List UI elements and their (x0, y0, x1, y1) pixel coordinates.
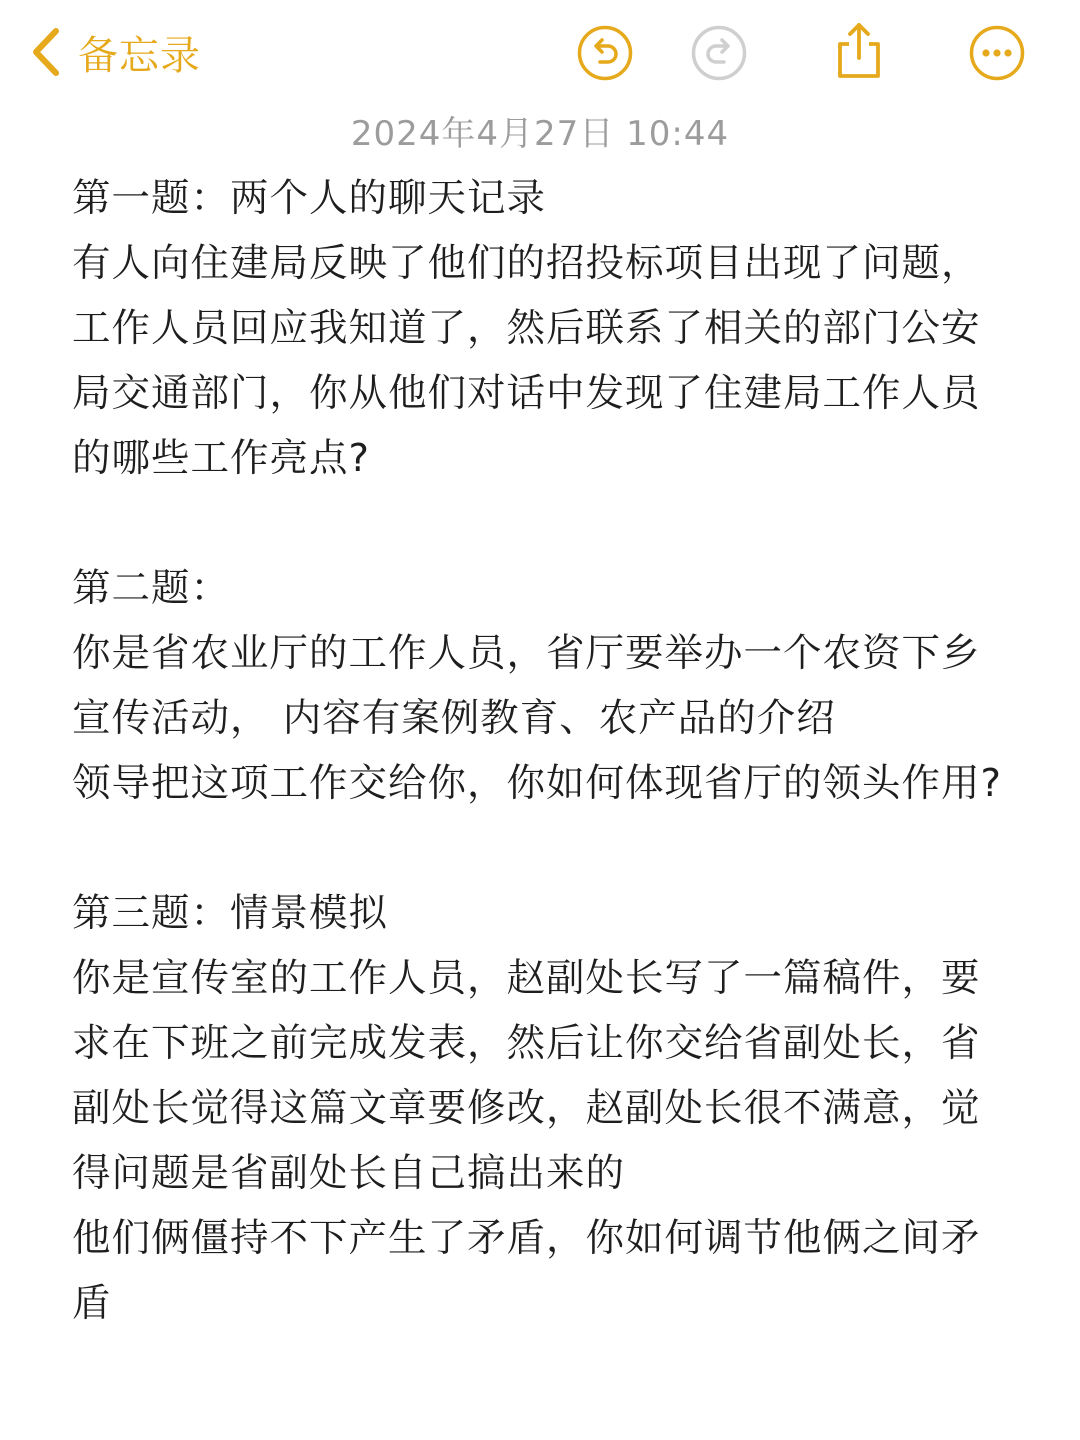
question-2-title: 第二题： (72, 566, 231, 611)
back-button-label: 备忘录 (78, 32, 201, 79)
question-2-body-line-1: 你是省农业厅的工作人员，省厅要举办一个农资下乡宣传活动， 内容有案例教育、农产品的介绍 (72, 631, 981, 741)
blank-line (72, 816, 1002, 881)
note-body[interactable] (72, 166, 1002, 1336)
undo-icon (576, 24, 634, 82)
share-icon (830, 20, 888, 82)
blank-line (72, 491, 1002, 556)
chevron-left-icon (28, 26, 64, 78)
question-1-title: 第一题：两个人的聊天记录 (72, 176, 547, 221)
back-button[interactable] (28, 22, 201, 82)
question-2-body-line-2: 领导把这项工作交给你，你如何体现省厅的领头作用? (72, 761, 1002, 806)
more-button[interactable] (968, 24, 1026, 82)
share-button[interactable] (830, 20, 888, 82)
redo-button[interactable] (690, 24, 748, 82)
question-1-body: 有人向住建局反映了他们的招投标项目出现了问题，工作人员回应我知道了，然后联系了相关的部门公安局交通部门，你从他们对话中发现了住建局工作人员的哪些工作亮点? (72, 241, 981, 481)
note-toolbar (0, 0, 1080, 106)
note-date: 2024年4月27日 10:44 (350, 114, 730, 154)
undo-button[interactable] (576, 24, 634, 82)
question-3-body-line-1: 你是宣传室的工作人员，赵副处长写了一篇稿件，要求在下班之前完成发表，然后让你交给省副处长，省副处长觉得这篇文章要修改，赵副处长很不满意，觉得问题是省副处长自己搞出来的 (72, 956, 981, 1196)
question-3-title: 第三题：情景模拟 (72, 891, 389, 936)
more-icon (968, 24, 1026, 82)
redo-icon (690, 24, 748, 82)
question-3-body-line-2: 他们俩僵持不下产生了矛盾，你如何调节他俩之间矛盾 (72, 1216, 981, 1326)
